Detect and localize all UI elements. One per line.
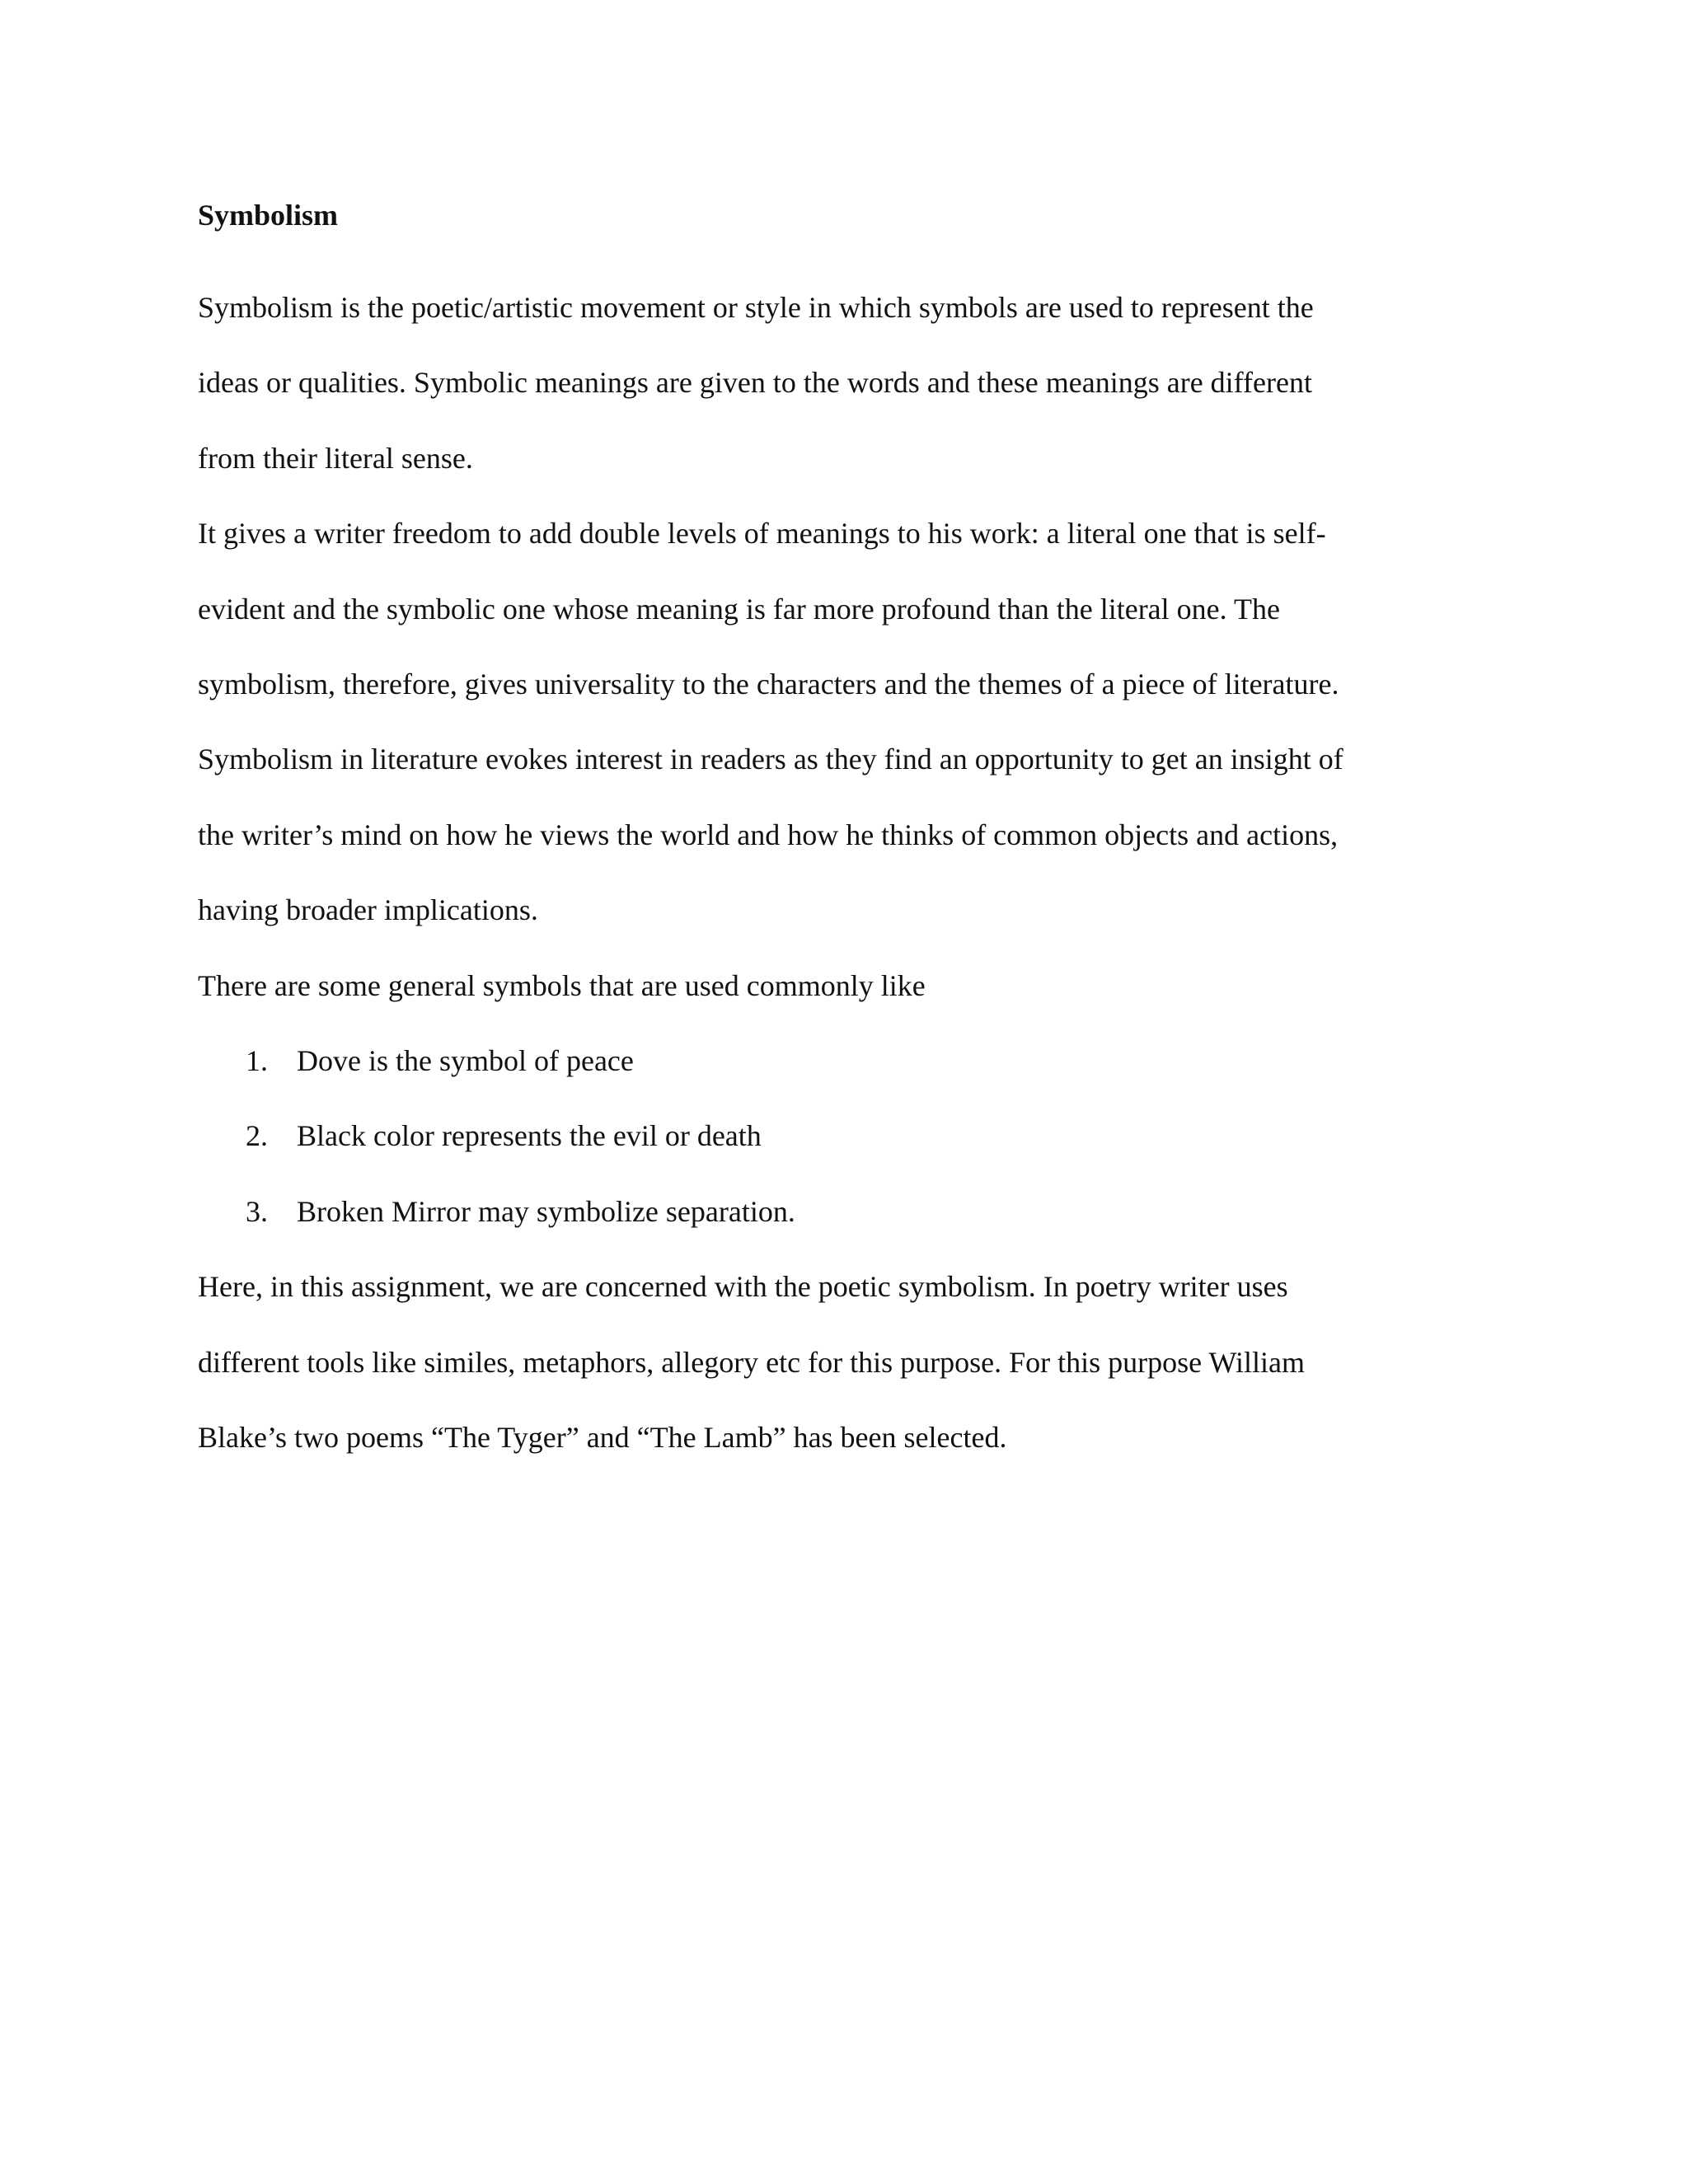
text-line: from their literal sense. (198, 441, 473, 475)
text-line: Symbolism is the poetic/artistic movement or style in which symbols are used to represent the (198, 291, 1314, 324)
text-line: symbolism, therefore, gives universality to the characters and the themes of a piece of literature. (198, 668, 1339, 701)
list-item-number: 1. (246, 1044, 268, 1078)
list-item (198, 1024, 1484, 1099)
list-item-text: Broken Mirror may symbolize separation. (297, 1194, 795, 1228)
paragraph-closing (198, 1249, 1484, 1475)
text-line: ideas or qualities. Symbolic meanings are given to the words and these meanings are different (198, 366, 1312, 400)
text-line: Blake’s two poems “The Tyger” and “The Lamb” has been selected. (198, 1421, 1007, 1455)
text-line: different tools like similes, metaphors, allegory etc for this purpose. For this purpose William (198, 1345, 1305, 1379)
text-line: Here, in this assignment, we are concerned with the poetic symbolism. In poetry writer uses (198, 1270, 1288, 1304)
list-item (198, 1174, 1484, 1249)
list-intro: There are some general symbols that are used commonly like (198, 968, 926, 1002)
text-line: It gives a writer freedom to add double levels of meanings to his work: a literal one that is self- (198, 517, 1326, 551)
symbol-list (198, 1024, 1484, 1249)
text-line: evident and the symbolic one whose meaning is far more profound than the literal one. The (198, 592, 1280, 626)
text-line: the writer’s mind on how he views the world and how he thinks of common objects and actions, (198, 818, 1339, 851)
text-line: Symbolism in literature evokes interest in readers as they find an opportunity to get an insight of (198, 743, 1343, 776)
document-body (198, 194, 1484, 1476)
document-title: Symbolism (198, 199, 339, 232)
paragraph-explanation (198, 496, 1484, 948)
list-item-number: 3. (246, 1194, 268, 1228)
paragraph-definition (198, 270, 1484, 496)
list-item-text: Black color represents the evil or death (297, 1119, 762, 1153)
list-item-number: 2. (246, 1119, 268, 1153)
list-item (198, 1099, 1484, 1174)
list-item-text: Dove is the symbol of peace (297, 1044, 634, 1078)
text-line: having broader implications. (198, 893, 538, 927)
